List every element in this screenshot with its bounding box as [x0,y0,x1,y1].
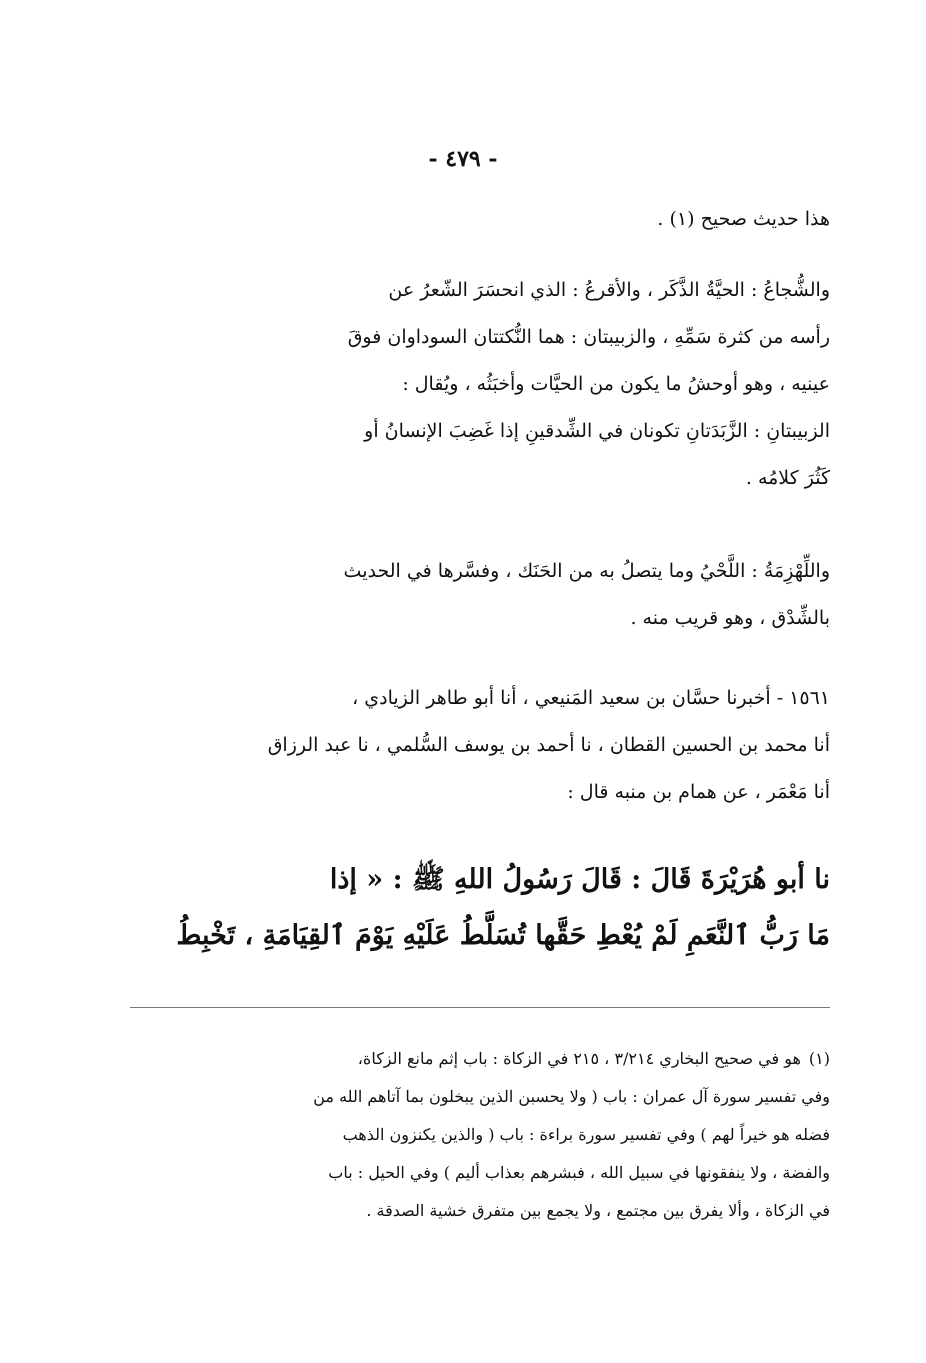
text-line: رأسه من كثرة سَمِّهِ ، والزبيبتان : هما النُّكتتان السوداوان فوقَ [347,326,830,348]
hadith-line: نا أبو هُرَيْرَةَ قَالَ : قَالَ رَسُولُ اللهِ ﷺ : « إذا [329,864,830,895]
text-line: هذا حديث صحيح (١) . [657,208,830,230]
text-line: الزبيبتانِ : الزَّبَدَتانِ تكونان في الشِّدقينِ إذا غَضِبَ الإنسانُ أو [364,420,830,442]
footnote-line: في الزكاة ، وألا يفرق بين مجتمع ، ولا يجمع بين متفرق خشية الصدقة . [366,1201,830,1220]
text-line: واللِّهْزِمَةُ : اللَّحْيُ وما يتصلُ به من الحَنَك ، وفسَّرها في الحديث [343,560,830,582]
footnote-line: والفضة ، ولا ينفقونها في سبيل الله ، فبشرهم بعذاب أليم ) وفي الحيل : باب [328,1163,830,1182]
paragraph-chain-of-narration [130,675,830,816]
text-line: بالشِّدْق ، وهو قريب منه . [630,607,830,629]
page-number: - ٤٧٩ - [428,146,498,172]
text-line: والشُّجاعُ : الحيَّةُ الذَّكَر ، والأقرعُ : الذي انحسَرَ الشّعرُ عن [388,279,830,301]
text-line: عينيه ، وهو أوحشُ ما يكون من الحيَّات وأخبَثُه ، ويُقال : [402,373,830,395]
hadith-line: مَا رَبُّ ٱلنَّعَمِ لَمْ يُعْطِ حَقَّها تُسَلَّطُ عَلَيْهِ يَوْمَ ٱلقِيَامَةِ ، تَخْبِطُ [176,920,830,951]
footnote-marker: (١) [808,1049,830,1068]
footnote [130,1040,830,1230]
text-line: أنا محمد بن الحسين القطان ، نا أحمد بن يوسف السُّلمي ، نا عبد الرزاق [267,734,830,756]
footnote-line [130,1040,830,1078]
paragraph-lihzima-explanation [130,548,830,642]
paragraph-hadith-text [130,852,830,964]
text-line: أنا مَعْمَر ، عن همام بن منبه قال : [567,781,830,803]
paragraph-vocabulary-explanation [130,267,830,502]
paragraph-hadith-grade [130,196,830,243]
footnote-line: فضله هو خيراً لهم ) وفي تفسير سورة براءة : باب ( والذين يكنزون الذهب [342,1125,830,1144]
footnote-line: وفي تفسير سورة آل عمران : باب ( ولا يحسبن الذين يبخلون بما آتاهم الله من [313,1087,830,1106]
footnote-separator [130,1007,830,1008]
footnote-text: هو في صحيح البخاري ٣/٢١٤ ، ٢١٥ في الزكاة : باب إثم مانع الزكاة، [357,1049,801,1068]
text-line: ١٥٦١ - أخبرنا حسَّان بن سعيد المَنيعي ، أنا أبو طاهر الزيادي ، [352,687,830,709]
text-line: كَثُرَ كلامُه . [745,467,830,489]
